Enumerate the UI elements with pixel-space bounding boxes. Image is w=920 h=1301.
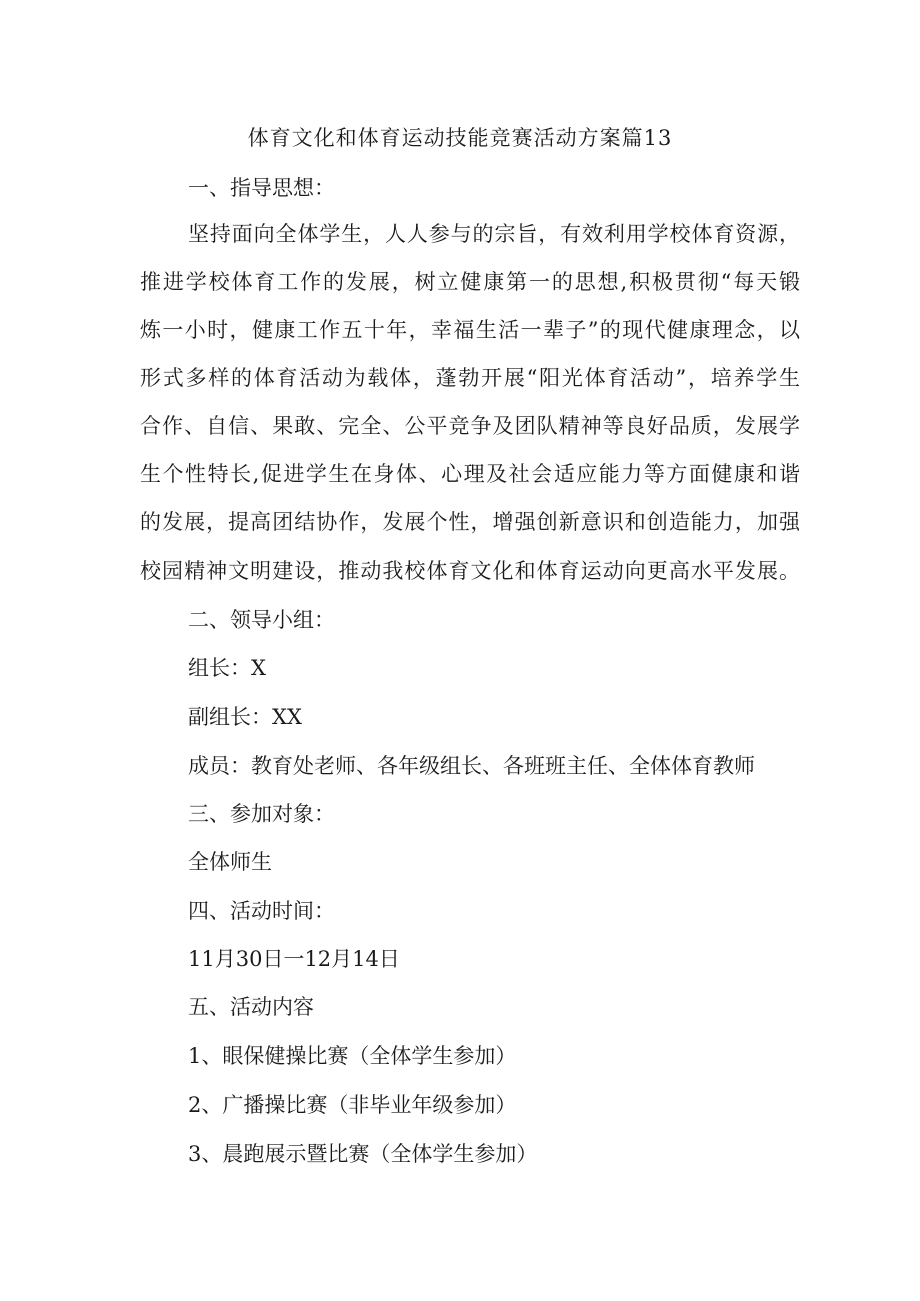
section-heading-participants: 三、参加对象： xyxy=(188,802,335,826)
section-heading-guiding: 一、指导思想： xyxy=(188,176,335,200)
paragraph-line: 的发展，提高团结协作，发展个性，增强创新意识和创造能力，加强 xyxy=(140,510,800,534)
content-item: 1、眼保健操比赛（全体学生参加） xyxy=(188,1044,517,1068)
deputy-line: 副组长：XX xyxy=(188,705,302,729)
section-heading-leadership: 二、领导小组： xyxy=(188,608,335,632)
document-title: 体育文化和体育运动技能竞赛活动方案篇13 xyxy=(247,126,673,150)
paragraph-line: 校园精神文明建设，推动我校体育文化和体育运动向更高水平发展。 xyxy=(140,559,800,583)
paragraph-line: 生个性特长,促进学生在身体、心理及社会适应能力等方面健康和谐 xyxy=(140,462,800,486)
leader-line: 组长：X xyxy=(188,656,266,680)
paragraph-line: 推进学校体育工作的发展，树立健康第一的思想,积极贯彻“每天锻 xyxy=(140,270,800,294)
participants-line: 全体师生 xyxy=(188,850,272,874)
members-line: 成员：教育处老师、各年级组长、各班班主任、全体体育教师 xyxy=(188,754,755,778)
paragraph-line: 坚持面向全体学生，人人参与的宗旨，有效利用学校体育资源， xyxy=(188,222,800,246)
paragraph-line: 形式多样的体育活动为载体，蓬勃开展“阳光体育活动”，培养学生 xyxy=(140,366,800,390)
content-item: 3、晨跑展示暨比赛（全体学生参加） xyxy=(188,1142,538,1166)
paragraph-line: 合作、自信、果敢、完全、公平竞争及团队精神等良好品质，发展学 xyxy=(140,414,800,438)
time-line: 11月30日一12月14日 xyxy=(188,947,400,971)
content-item: 2、广播操比赛（非毕业年级参加） xyxy=(188,1093,517,1117)
section-heading-content: 五、活动内容 xyxy=(188,995,314,1019)
paragraph-line: 炼一小时，健康工作五十年，幸福生活一辈子”的现代健康理念，以 xyxy=(140,318,800,342)
section-heading-time: 四、活动时间： xyxy=(188,899,335,923)
